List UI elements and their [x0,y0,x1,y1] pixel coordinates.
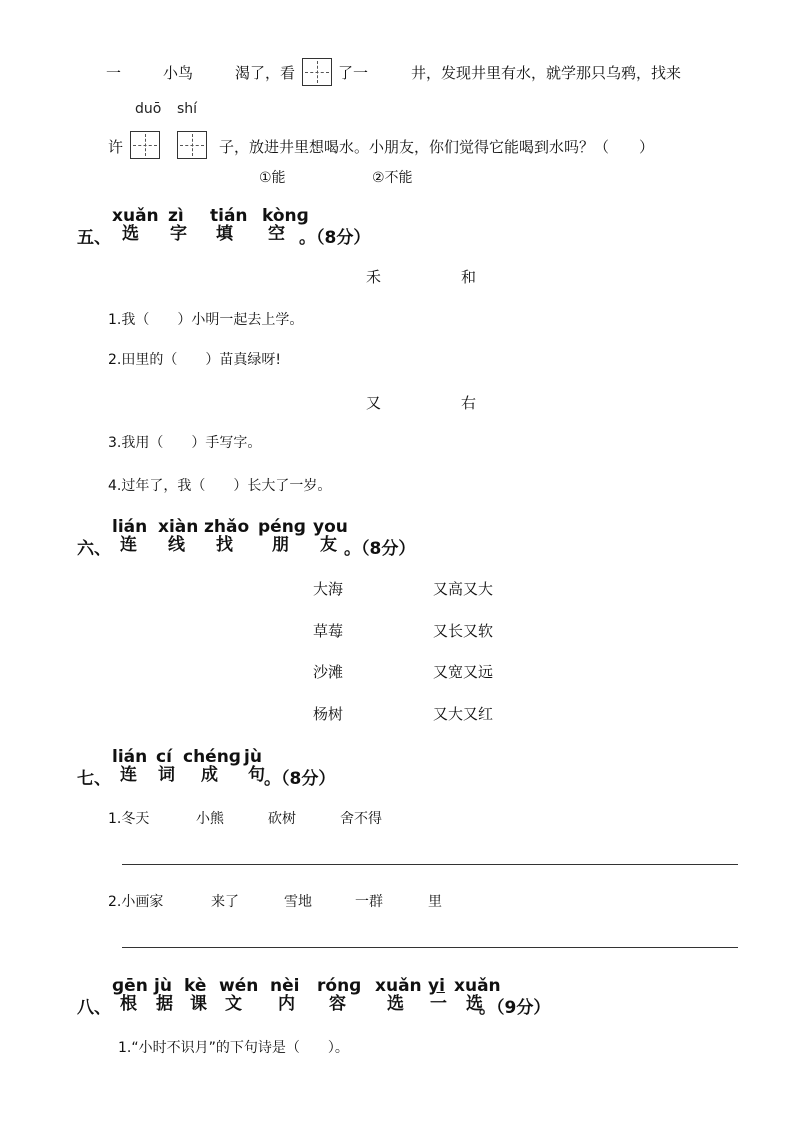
match-left-4[interactable]: 杨树 [313,705,344,723]
heading-word: wén 文 [219,976,259,1014]
story-word-1: 一 [106,64,122,82]
section-score: 。（8分） [299,228,371,248]
match-right-2[interactable]: 又长又软 [433,622,494,640]
match-right-3[interactable]: 又宽又远 [433,663,494,681]
section-number: 七、 [77,769,111,789]
tianzi-box-duo[interactable] [130,131,160,159]
match-left-1[interactable]: 大海 [313,580,344,598]
word-card[interactable]: 一群 [355,894,383,910]
heading-word: xiàn 线 [158,517,199,555]
heading-word: tián 填 [210,206,248,244]
heading-word: kònɡ 空 [262,206,309,244]
heading-word: you 友 [313,517,348,555]
heading-word: chénɡ 成 [183,747,241,785]
heading-word: xuǎn 选 [375,976,422,1014]
tianzi-box-shi[interactable] [177,131,207,159]
heading-word: lián 连 [112,517,148,555]
fill-item-3[interactable]: 3.我用（ ）手写字。 [108,435,262,451]
word-card[interactable]: 来了 [211,894,239,910]
section-number: 五、 [77,228,111,248]
pinyin-duo: duō [135,101,162,117]
heading-word: zhǎo 找 [204,517,250,555]
heading-word: lián 连 [112,747,148,785]
story-word-2: 小鸟 [163,64,194,82]
pinyin-shi: shí [177,101,198,117]
section-score: 。（9分） [479,998,551,1018]
heading-word: jù 句 [244,747,265,785]
choice-char-you-right: 右 [461,394,477,412]
section-score: 。（8分） [264,769,336,789]
word-card[interactable]: 砍树 [268,811,296,827]
heading-word: xuǎn 选 [112,206,159,244]
match-right-4[interactable]: 又大又红 [433,705,494,723]
tianzi-box[interactable] [302,58,332,86]
word-card[interactable]: 1.冬天 [108,811,150,827]
section-5-heading [77,207,477,257]
match-left-3[interactable]: 沙滩 [313,663,344,681]
answer-line-2[interactable] [122,947,738,948]
word-card[interactable]: 里 [428,894,442,910]
word-card[interactable]: 舍不得 [340,811,382,827]
fill-item-4[interactable]: 4.过年了，我（ ）长大了一岁。 [108,478,332,494]
heading-word: pénɡ 朋 [258,517,306,555]
story-line2-rest: 子，放进井里想喝水。小朋友，你们觉得它能喝到水吗？（ ） [219,138,655,156]
choice-char-you: 又 [366,394,382,412]
heading-word: yi 一 [428,976,447,1014]
heading-word: nèi 内 [270,976,300,1014]
section-number: 八、 [77,998,111,1018]
story-word-4: 了一 [338,64,369,82]
word-card[interactable]: 小熊 [196,811,224,827]
story-line2-start: 许 [108,138,124,156]
heading-word: zì 字 [168,206,187,244]
fill-item-2[interactable]: 2.田里的（ ）苗真绿呀! [108,352,281,368]
match-right-1[interactable]: 又高又大 [433,580,494,598]
heading-word: cí 词 [156,747,175,785]
heading-word: kè 课 [184,976,207,1014]
fill-item-1[interactable]: 1.我（ ）小明一起去上学。 [108,312,304,328]
match-left-2[interactable]: 草莓 [313,622,344,640]
section-number: 六、 [77,539,111,559]
option-cannot[interactable]: ②不能 [372,170,413,186]
choice-char-he: 和 [461,268,477,286]
choice-char-he2: 禾 [366,268,382,286]
section-7-heading [77,748,477,798]
section-6-heading [77,518,477,568]
heading-word: ɡēn 根 [112,976,148,1014]
question-8-1[interactable]: 1.“小时不识月”的下句诗是（ ）。 [118,1040,349,1056]
heading-word: rónɡ 容 [317,976,362,1014]
answer-line-1[interactable] [122,864,738,865]
section-8-heading [77,977,597,1027]
section-score: 。（8分） [344,539,416,559]
story-word-3: 渴了，看 [235,64,296,82]
story-word-5: 井，发现井里有水，就学那只乌鸦，找来 [411,64,682,82]
heading-word: xuǎn 选 [454,976,501,1014]
option-can[interactable]: ①能 [259,170,286,186]
heading-word: jù 据 [154,976,173,1014]
word-card[interactable]: 2.小画家 [108,894,164,910]
word-card[interactable]: 雪地 [284,894,312,910]
